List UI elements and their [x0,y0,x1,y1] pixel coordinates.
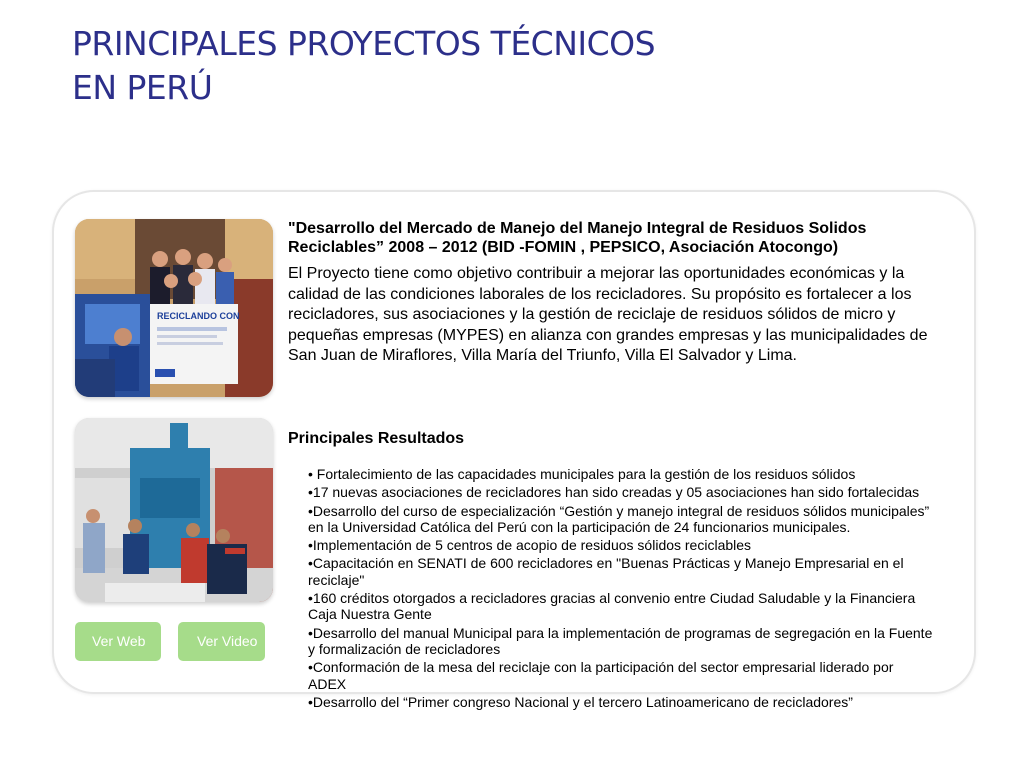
result-item: •160 créditos otorgados a recicladores gracias al convenio entre Ciudad Saludable y la Financiera Caja Nuestra Gente [308,590,916,623]
result-item: •Implementación de 5 centros de acopio de residuos sólidos reciclables [308,537,752,554]
page-title [72,22,655,110]
result-item: •Conformación de la mesa del reciclaje con la participación del sector empresarial liderado por ADEX [308,659,894,692]
result-item: •Capacitación en SENATI de 600 recicladores en "Buenas Prácticas y Manejo Empresarial en el reciclaje" [308,555,904,588]
ver-video-button[interactable]: Ver Video [178,622,265,661]
project-title: "Desarrollo del Mercado de Manejo del Manejo Integral de Residuos Solidos Reciclables” 2008 – 2012 (BID -FOMIN , PEPSICO, Asociación Atocongo) [288,220,867,256]
page-title-line-1: PRINCIPALES PROYECTOS TÉCNICOS [72,24,656,63]
recyclers-group-photo [75,219,273,397]
result-item: •Desarrollo del curso de especialización “Gestión y manejo integral de residuos sólidos municipales” en la Universidad Católica del Perú con la participación de 24 funcionarios municipales. [308,502,930,535]
project-description: El Proyecto tiene como objetivo contribuir a mejorar las oportunidades económicas y la calidad de las condiciones laborales de los recicladores. Su propósito es fortalecer a los recicladores, sus asociaciones y la gestión de reciclaje de residuos sólidos de micro y pequeñas empresas (MYPES) en alianza con grandes empresas y las municipalidades de San Juan de Miraflores, Villa María del Triunfo, Villa El Salvador y Lima. [288,265,928,365]
page-title-line-2: EN PERÚ [72,68,213,107]
result-item: • Fortalecimiento de las capacidades municipales para la gestión de los residuos sólidos [308,466,856,482]
baling-machine-photo [75,418,273,602]
ver-web-button[interactable]: Ver Web [75,622,161,661]
banner-text: RECICLANDO CON [157,311,240,321]
results-heading: Principales Resultados [288,430,465,447]
result-item: •Desarrollo del manual Municipal para la implementación de programas de segregación en la Fuente y formalización de recicladores [308,624,933,657]
result-item: •17 nuevas asociaciones de recicladores han sido creadas y 05 asociaciones han sido fortalecidas [308,484,920,501]
result-item: •Desarrollo del “Primer congreso Nacional y el tercero Latinoamericano de recicladores” [308,693,853,710]
results-list [308,466,933,712]
